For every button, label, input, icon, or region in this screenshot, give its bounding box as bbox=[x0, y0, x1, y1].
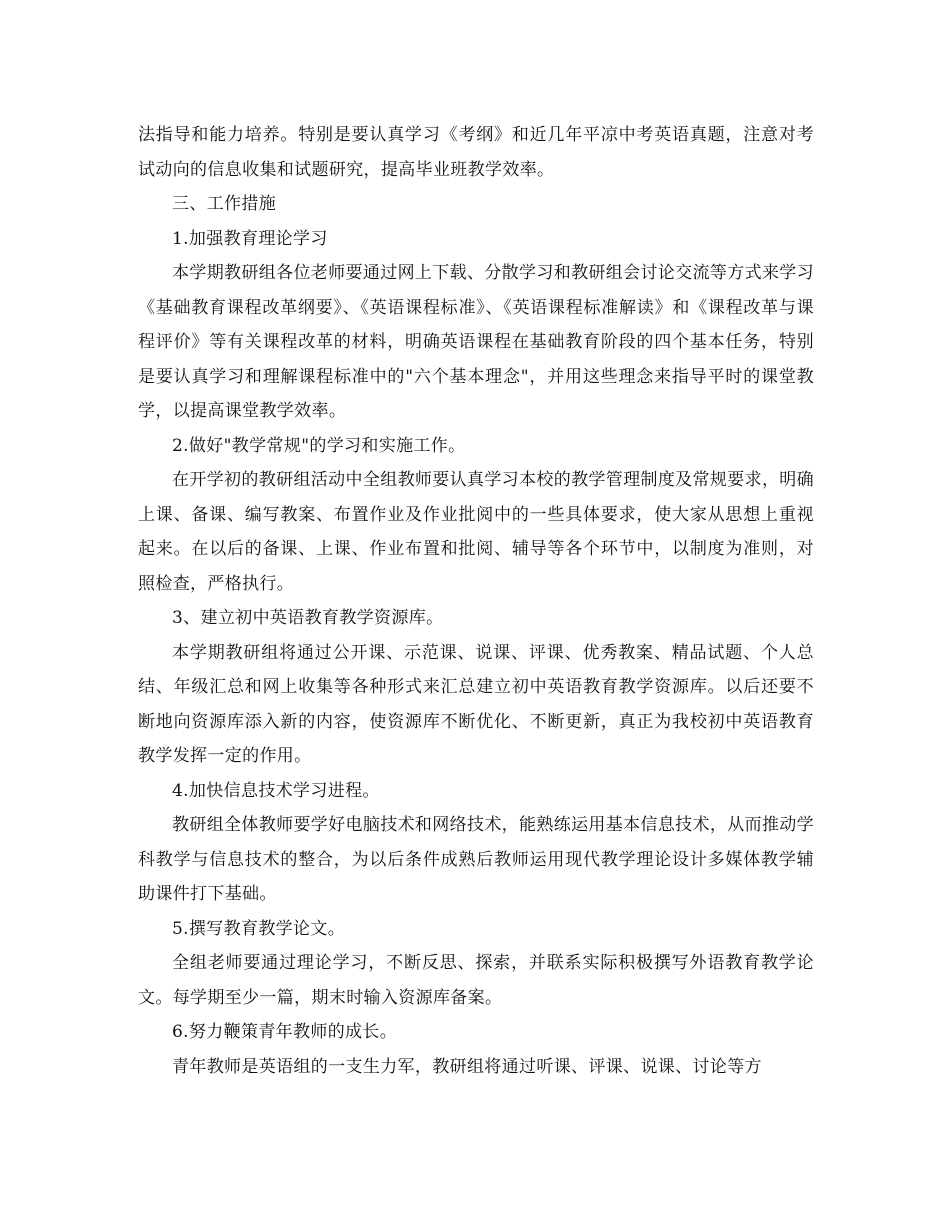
subheading-2: 2.做好"教学常规"的学习和实施工作。 bbox=[172, 435, 466, 456]
document-body bbox=[138, 118, 814, 1084]
paragraph-3: 本学期教研组将通过公开课、示范课、说课、评课、优秀教案、精品试题、个人总结、年级汇总和网上收集等各种形式来汇总建立初中英语教育教学资源库。以后还要不断地向资源库添入新的内容，使资源库不断优化、不断更新，真正为我校初中英语教育教学发挥一定的作用。 bbox=[138, 642, 814, 766]
subheading-1: 1.加强教育理论学习 bbox=[172, 228, 328, 249]
subheading-6: 6.努力鞭策青年教师的成长。 bbox=[172, 1022, 398, 1042]
paragraph-5: 全组老师要通过理论学习，不断反思、探索，并联系实际积极撰写外语教育教学论文。每学期至少一篇，期末时输入资源库备案。 bbox=[138, 953, 814, 1008]
paragraph-continuation: 法指导和能力培养。特别是要认真学习《考纲》和近几年平凉中考英语真题，注意对考试动向的信息收集和试题研究，提高毕业班教学效率。 bbox=[138, 125, 814, 180]
paragraph-6: 青年教师是英语组的一支生力军，教研组将通过听课、评课、说课、讨论等方 bbox=[172, 1056, 762, 1077]
paragraph-2: 在开学初的教研组活动中全组教师要认真学习本校的教学管理制度及常规要求，明确上课、备课、编写教案、布置作业及作业批阅中的一些具体要求，使大家从思想上重视起来。在以后的备课、上课、作业布置和批阅、辅导等各个环节中，以制度为准则，对照检查，严格执行。 bbox=[138, 470, 814, 594]
section-heading-work-measures: 三、工作措施 bbox=[172, 194, 277, 214]
subheading-5: 5.撰写教育教学论文。 bbox=[172, 918, 346, 939]
subheading-4: 4.加快信息技术学习进程。 bbox=[172, 780, 380, 801]
subheading-3: 3、建立初中英语教育教学资源库。 bbox=[172, 608, 444, 628]
paragraph-1: 本学期教研组各位老师要通过网上下载、分散学习和教研组会讨论交流等方式来学习《基础教育课程改革纲要》、《英语课程标准》、《英语课程标准解读》和《课程改革与课程评价》等有关课程改革的材料，明确英语课程在基础教育阶段的四个基本任务，特别是要认真学习和理解课程标准中的"六个基本理念"，并用这些理念来指导平时的课堂教学，以提高课堂教学效率。 bbox=[138, 263, 814, 421]
paragraph-4: 教研组全体教师要学好电脑技术和网络技术，能熟练运用基本信息技术，从而推动学科教学与信息技术的整合，为以后条件成熟后教师运用现代教学理论设计多媒体教学辅助课件打下基础。 bbox=[138, 815, 814, 904]
